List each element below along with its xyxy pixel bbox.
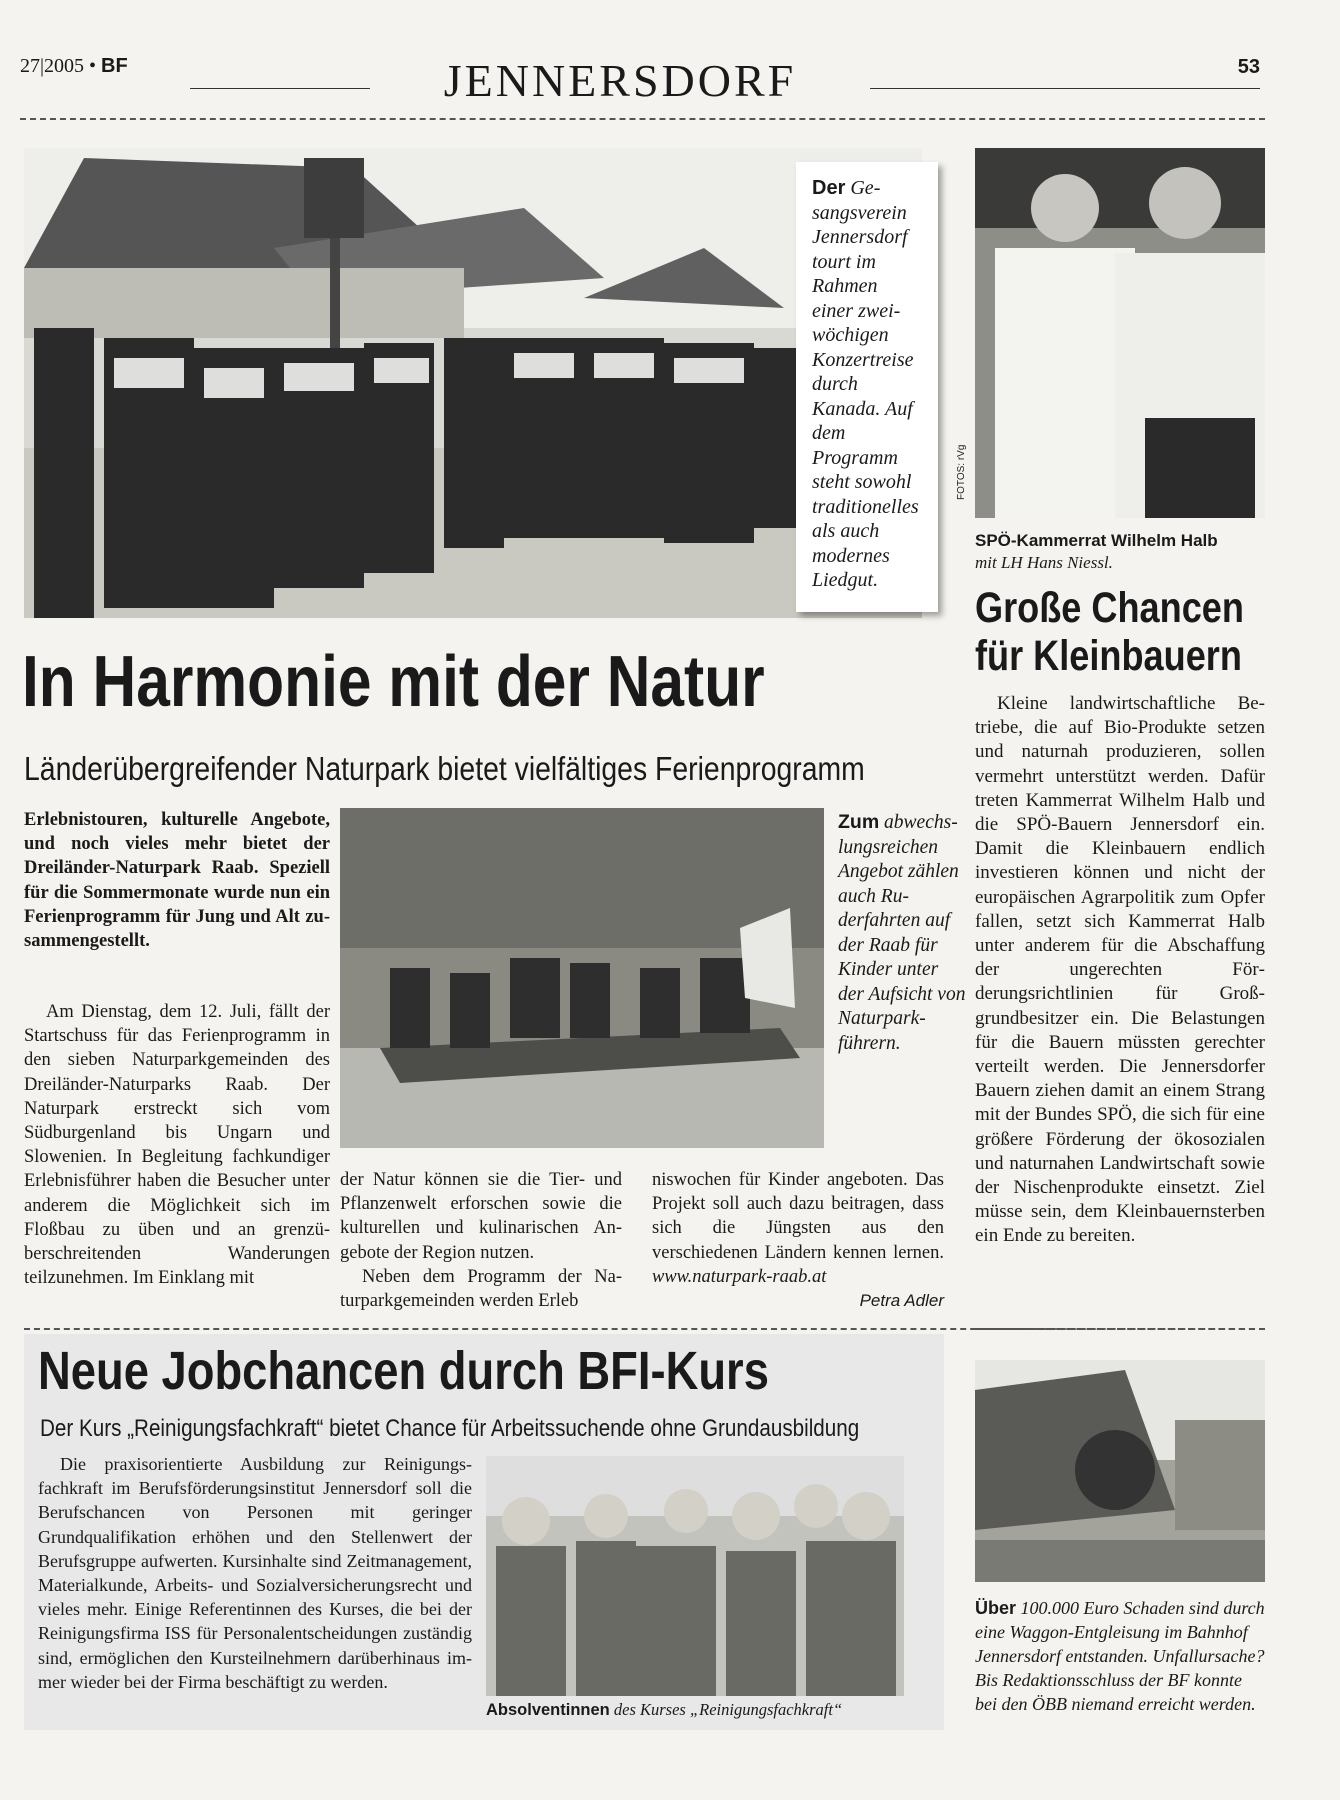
choir-photo [24, 148, 922, 618]
side-body: Kleine landwirtschaftliche Betriebe, die auf Bio-Produkte setzen und naturnah produzieren, sollen vermehrt unterstützt werden. Dafür treten Kammerrat Wilhelm Halb und die SPÖ-Bauern Jennersdorf ein. Damit die Kleinbauern endlich investieren können und nicht der europäischen Agrarpolitik zum Opfer fallen, setzt sich Kammerrat Halb unter anderem für die Abschaffung der ungerechten Förderungsrichtlinien für Großgrundbesitzer ein. Die Belastungen für die Bauern müssten gerechter verteilt werden. Die Jennersdorfer Bauern ziehen damit an einem Strang mit der Bundes SPÖ, die sich für eine größere Förderung der ökosozialen und naturnahen Landwirtschaft sowie der Nischenprodukte einsetzt. Ziel müsse sein, dem Kleinbauernsterben ein Ende zu bereiten. [975, 693, 1265, 1247]
page-number: 53 [1237, 56, 1260, 78]
main-col3: niswochen für Kinder angeboten. Das Projekt soll auch dazu beitragen, dass sich die Jüngsten aus den verschiedenen Ländern kennen lernen. www.naturpark-raab.at Petra Adler [652, 1168, 944, 1313]
main-deck: Länderübergreifender Naturpark bietet vielfältiges Ferienprogramm [24, 750, 865, 787]
side-headline: Große Chancen für Kleinbauern [975, 584, 1244, 680]
section-title: JENNERSDORF [443, 55, 797, 106]
job-headline: Neue Jobchancen durch BFI-Kurs [38, 1341, 769, 1401]
main-col1: Am Dienstag, dem 12. Juli, fällt der Startschuss für das Ferienprogramm in den sieben Naturparkgemeinden des Dreiländer-Naturparks Raab. Der Naturpark erstreckt sich vom Südburgenland bis Ungarn und Slowenien. In Begleitung fachkundiger Erlebnisführer haben die Besucher unter anderem die Möglichkeit sich im Floßbau zu üben und an grenzüberschreitenden Wanderungen teilzunehmen. Im Einklang mit [24, 1002, 330, 1289]
graduates-photo [486, 1456, 904, 1696]
photo-credit: FOTOS: rVg [956, 444, 967, 500]
job-deck: Der Kurs „Reinigungsfachkraft“ bietet Chance für Arbeitssuchende ohne Grundausbildung [40, 1415, 860, 1442]
header-divider [20, 118, 1265, 120]
header-rule-left [190, 88, 370, 89]
naturpark-url[interactable]: www.naturpark-raab.at [652, 1266, 827, 1287]
main-lead: Erlebnistouren, kulturelle Angebote, und noch vieles mehr bietet der Dreiländer-Naturpark Raab. Speziell für die Sommermonate wurde nun ein Ferienprogramm für Jung und Alt zusammengestellt. [24, 810, 330, 952]
header-rule-right [870, 88, 1260, 89]
job-body: Die praxisorientierte Ausbildung zur Reinigungsfachkraft im Berufsförderungsinstitut Jennersdorf soll die Berufschancen von Personen mit geringer Grundqualifikation erhöhen und den Stellenwert der Berufsgruppe aufwerten. Kursinhalte sind Zeitmanagement, Materialkunde, Arbeits- und Sozialversicherungsrecht und vieles mehr. Einige Referentinnen des Kurses, die bei der Reinigungsfirma ISS für Personalentscheidungen zuständig sind, ermöglichen den Kursteilnehmern darüberhinaus immer wieder bei der Firma beschäftigt zu werden. [38, 1454, 472, 1692]
raft-caption: Zum abwechslungsreichen Angebot zählen auch Ruderfahrten auf der Raab für Kinder unter der Aufsicht von Naturparkführern. [838, 811, 966, 1054]
derailment-caption: Über 100.000 Euro Schaden sind durch eine Waggon-Entgleisung im Bahnhof Jennersdorf entstanden. Unfallursache? Bis Redaktionsschluss der BF konnte bei den ÖBB niemand erreicht werden. [975, 1598, 1265, 1714]
author-byline: Petra Adler [859, 1291, 944, 1311]
derailment-photo [975, 1360, 1265, 1582]
main-col2: der Natur können sie die Tier- und Pflanzenwelt erforschen sowie die kulturellen und kulinarischen Angebote der Region nutzen. Neben dem Programm der Naturparkgemeinden werden Erleb [340, 1170, 622, 1312]
issue-date: 27|2005 • BF [20, 55, 128, 77]
graduates-caption: Absolventinnen des Kurses „Reinigungsfachkraft“ [486, 1700, 843, 1719]
choir-caption: Der Gesangsverein Jennersdorf tourt im Rahmen einer zweiwöchigen Konzertreise durch Kanada. Auf dem Programm steht sowohl traditionelles als auch modernes Liedgut. [796, 162, 938, 612]
brand-logo: BF [101, 55, 128, 77]
raft-photo [340, 808, 824, 1148]
politicians-photo [975, 148, 1265, 518]
politicians-caption: SPÖ-Kammerrat Wilhelm Halb mit LH Hans Niessl. [975, 531, 1218, 572]
side-divider [975, 1328, 1265, 1330]
main-headline: In Harmonie mit der Natur [22, 642, 765, 722]
